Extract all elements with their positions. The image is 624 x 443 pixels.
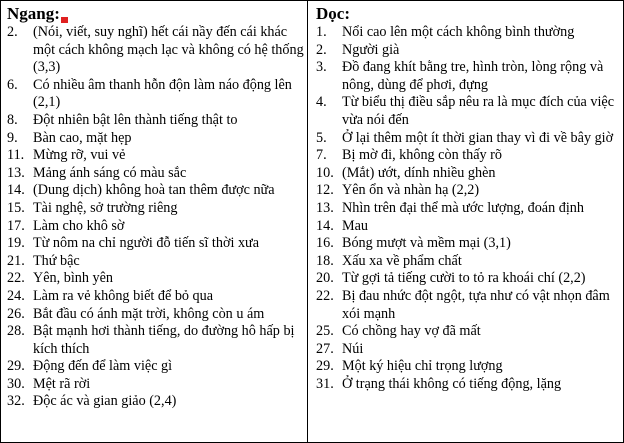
clue-item	[7, 182, 307, 200]
clue-number: 25.	[316, 323, 334, 340]
clue-number: 27.	[316, 340, 334, 357]
clue-number: 17.	[7, 217, 25, 234]
clue-text: Từ biểu thị điều sắp nêu ra là mục đích của việc vừa nói đến	[342, 94, 615, 128]
clue-item	[7, 130, 307, 148]
clue-item	[316, 24, 623, 42]
clue-item	[316, 341, 623, 359]
clue-text: Mệt rã rời	[33, 375, 91, 392]
clue-text: (Nói, viết, suy nghĩ) hết cái nầy đến cái khác một cách không mạch lạc và không có hệ thống (3,3)	[33, 24, 304, 76]
clue-item	[316, 94, 623, 129]
clue-text: Bật mạnh hơi thành tiếng, do đường hô hấp bị kích thích	[33, 323, 295, 357]
clue-number: 30.	[7, 375, 25, 392]
clue-number: 8.	[7, 111, 18, 128]
clue-item	[316, 323, 623, 341]
clue-text: Độc ác và gian giảo (2,4)	[33, 393, 177, 410]
clue-number: 1.	[316, 24, 327, 40]
clue-item	[7, 270, 307, 288]
clue-number: 24.	[7, 287, 25, 304]
clue-item	[7, 253, 307, 271]
clue-number: 5.	[316, 129, 327, 146]
down-heading: Dọc:	[316, 4, 350, 23]
clue-item	[316, 130, 623, 148]
clue-number: 14.	[7, 182, 25, 199]
clue-text: Bị đau nhức đột ngột, tựa như có vật nhọn đâm xói mạnh	[342, 287, 610, 322]
clue-text: Xấu xa về phẩm chất	[342, 252, 462, 269]
clue-item	[316, 200, 623, 218]
clue-text: Mừng rỡ, vui vẻ	[33, 147, 126, 164]
down-clue-list	[316, 24, 623, 393]
clue-item	[7, 358, 307, 376]
clue-number: 14.	[316, 217, 334, 234]
clue-text: Đột nhiên bật lên thành tiếng thật to	[33, 111, 238, 128]
clue-number: 13.	[7, 164, 25, 181]
clue-number: 10.	[316, 164, 334, 181]
clue-text: Làm ra vẻ không biết để bỏ qua	[33, 287, 214, 304]
clue-text: Một ký hiệu chỉ trọng lượng	[342, 358, 503, 375]
clue-text: Yên, bình yên	[33, 270, 113, 287]
clue-text: Động đến để làm việc gì	[33, 358, 173, 375]
clue-number: 2.	[7, 24, 18, 40]
clue-text: Ở lại thêm một ít thời gian thay vì đi về bây giờ	[342, 129, 614, 146]
clue-number: 32.	[7, 393, 25, 410]
clue-text: Yên ổn và nhàn hạ (2,2)	[342, 182, 480, 199]
clue-number: 18.	[316, 252, 334, 269]
clue-number: 4.	[316, 94, 327, 111]
clue-number: 3.	[316, 59, 327, 76]
clue-number: 29.	[316, 358, 334, 375]
clue-item	[316, 253, 623, 271]
clue-text: Từ nôm na chỉ người đỗ tiến sĩ thời xưa	[33, 235, 260, 252]
clue-text: Từ gợi tả tiếng cười to tỏ ra khoái chí (2,2)	[342, 270, 586, 287]
clue-number: 31.	[316, 375, 334, 392]
clue-item	[7, 112, 307, 130]
clue-item	[316, 182, 623, 200]
clue-item	[7, 77, 307, 112]
clue-number: 19.	[7, 235, 25, 252]
clue-text: Đồ đang khít bằng tre, hình tròn, lòng rộng và nông, dùng để phơi, đựng	[342, 59, 604, 93]
clue-item	[7, 147, 307, 165]
clue-text: Có chồng hay vợ đã mất	[342, 323, 481, 340]
clue-text: Bóng mượt và mềm mại (3,1)	[342, 235, 511, 252]
clue-item	[316, 358, 623, 376]
clue-item	[316, 42, 623, 60]
clue-text: Nổi cao lên một cách không bình thường	[342, 24, 575, 40]
clue-number: 11.	[7, 147, 25, 164]
clue-item	[7, 393, 307, 411]
clue-text: Mảng ánh sáng có màu sắc	[33, 164, 187, 181]
clue-number: 15.	[7, 199, 25, 216]
clue-text: Có nhiều âm thanh hỗn độn làm náo động lên (2,1)	[33, 76, 292, 111]
clue-text: Núi	[342, 340, 364, 357]
clue-number: 21.	[7, 252, 25, 269]
clue-item	[316, 165, 623, 183]
clue-item	[7, 323, 307, 358]
clue-text: (Mắt) ướt, dính nhiều ghèn	[342, 164, 496, 181]
clue-item	[7, 218, 307, 236]
across-column	[1, 1, 308, 442]
clue-number: 2.	[316, 41, 327, 58]
clue-number: 13.	[316, 199, 334, 216]
clue-item	[316, 218, 623, 236]
clue-number: 9.	[7, 129, 18, 146]
clue-number: 28.	[7, 323, 25, 340]
clue-text: Bàn cao, mặt hẹp	[33, 129, 132, 146]
clue-number: 16.	[316, 235, 334, 252]
clue-text: Thứ bậc	[33, 252, 80, 269]
clue-item	[7, 24, 307, 77]
clue-number: 20.	[316, 270, 334, 287]
clue-item	[316, 288, 623, 323]
clue-text: Làm cho khô sờ	[33, 217, 125, 234]
clue-text: Tài nghệ, sở trường riêng	[33, 199, 178, 216]
across-clue-list	[7, 24, 307, 411]
clue-item	[316, 147, 623, 165]
clue-item	[7, 235, 307, 253]
clue-item	[7, 200, 307, 218]
across-heading: Ngang:	[7, 4, 307, 24]
clue-item	[316, 376, 623, 394]
clue-item	[316, 235, 623, 253]
clue-text: Ở trạng thái không có tiếng động, lặng	[342, 375, 562, 392]
clue-item	[7, 288, 307, 306]
clue-item	[316, 270, 623, 288]
clue-item	[7, 165, 307, 183]
clue-text: Mau	[342, 217, 369, 234]
clue-number: 6.	[7, 76, 18, 93]
clue-number: 7.	[316, 147, 327, 164]
clue-number: 22.	[7, 270, 25, 287]
clue-text: Bị mờ đi, không còn thấy rõ	[342, 147, 503, 164]
clue-text: Người già	[342, 41, 400, 58]
clue-number: 26.	[7, 305, 25, 322]
clue-number: 29.	[7, 358, 25, 375]
clue-item	[316, 59, 623, 94]
down-column	[308, 1, 623, 442]
clue-number: 22.	[316, 287, 334, 304]
clue-text: (Dung dịch) không hoà tan thêm được nữa	[33, 182, 275, 199]
clue-text: Bắt đầu có ánh mặt trời, không còn u ám	[33, 305, 265, 322]
clue-text: Nhìn trên đại thể mà ước lượng, đoán định	[342, 199, 584, 216]
clue-number: 12.	[316, 182, 334, 199]
red-mark-decoration	[61, 17, 68, 23]
clue-item	[7, 306, 307, 324]
clue-item	[7, 376, 307, 394]
